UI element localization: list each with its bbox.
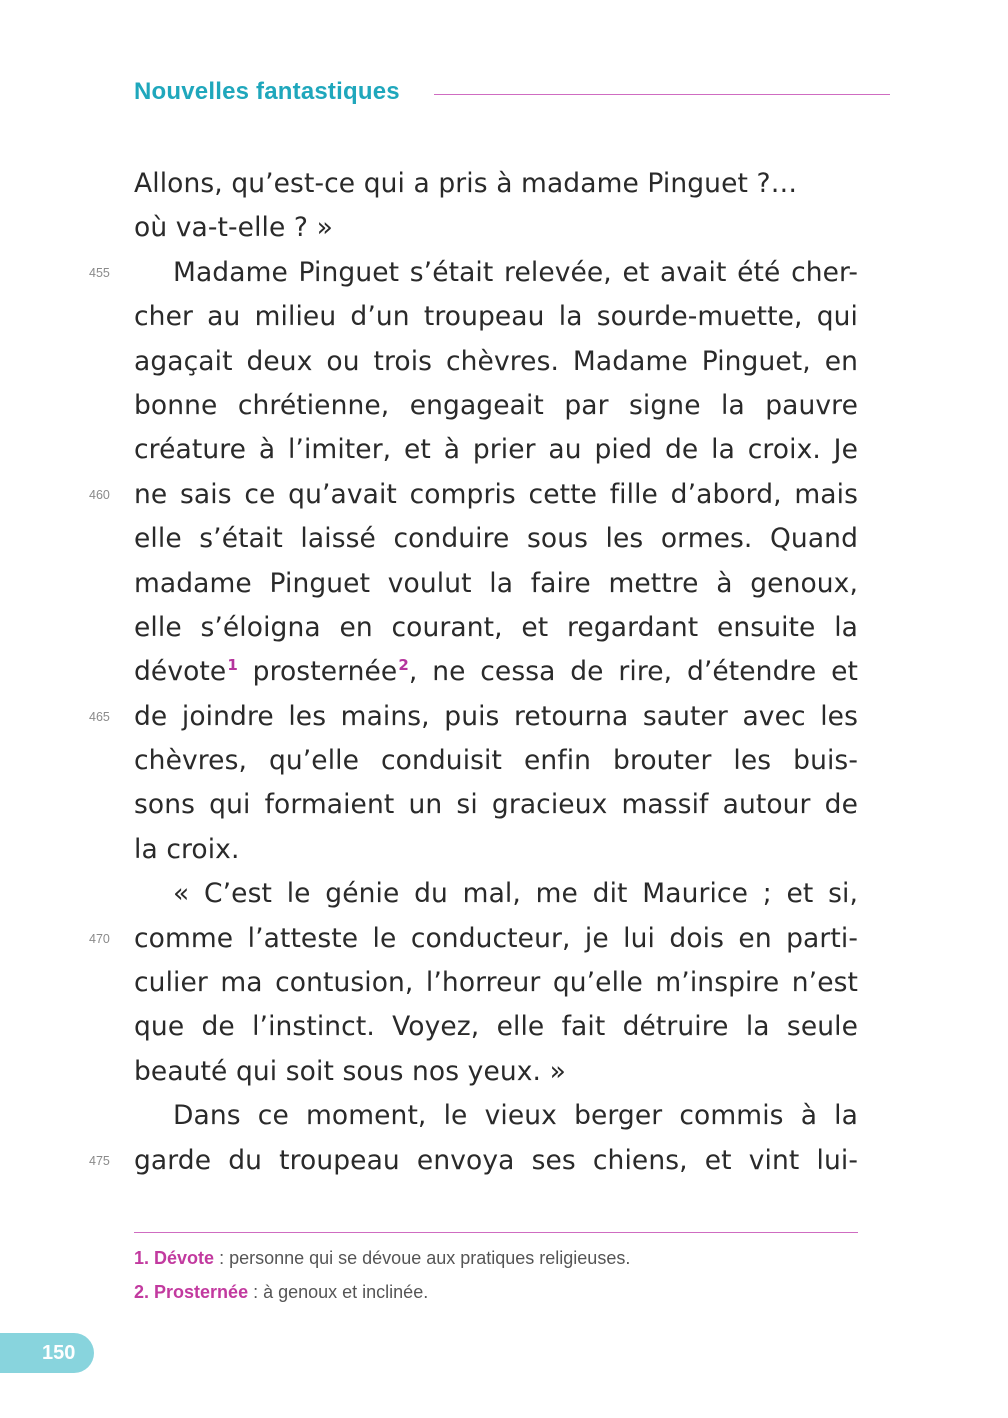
text-run: créature à l’imiter, et à prier au pied de la croix. Je (134, 434, 858, 466)
text-run: prosternée (237, 656, 398, 688)
text-run: , ne cessa de rire, d’étendre et (408, 656, 858, 688)
footnote-term: Dévote (154, 1248, 215, 1268)
text-line (134, 473, 858, 517)
text-line (134, 828, 858, 872)
text-line (134, 783, 858, 827)
text-line (134, 650, 858, 694)
text-run: culier ma contusion, l’horreur qu’elle m’inspire n’est (134, 967, 858, 999)
footnote-definition: : à genoux et inclinée. (248, 1282, 429, 1302)
text-line (134, 872, 858, 916)
text-line (134, 606, 858, 650)
text-run: où va-t-elle ? » (134, 212, 333, 244)
text-line (134, 1050, 858, 1094)
text-run: garde du troupeau envoya ses chiens, et vint lui- (134, 1144, 858, 1176)
body-text (134, 162, 858, 1183)
text-run: comme l’atteste le conducteur, je lui dois en parti- (134, 922, 858, 954)
text-line (134, 295, 858, 339)
text-run: beauté qui soit sous nos yeux. » (134, 1055, 566, 1087)
text-run: Dans ce moment, le vieux berger commis à la (173, 1100, 858, 1132)
text-run: bonne chrétienne, engageait par signe la pauvre (134, 389, 858, 421)
text-run: sons qui formaient un si gracieux massif autour de (134, 789, 858, 821)
footnote-number: 2. (134, 1282, 150, 1302)
footnote-reference[interactable]: 1 (227, 655, 238, 674)
text-line (134, 695, 858, 739)
text-line (134, 517, 858, 561)
text-line (134, 162, 858, 206)
text-line (134, 428, 858, 472)
line-number: 475 (89, 1153, 110, 1168)
text-run: agaçait deux ou trois chèvres. Madame Pinguet, en (134, 345, 858, 377)
text-run: « C’est le génie du mal, me dit Maurice ; et si, (173, 878, 858, 910)
text-run: Madame Pinguet s’était relevée, et avait été cher- (173, 256, 858, 288)
header-rule (434, 94, 890, 95)
text-line (134, 206, 858, 250)
text-line (134, 251, 858, 295)
footnote-rule (134, 1232, 858, 1233)
footnote-1 (134, 1248, 630, 1269)
footnote-2 (134, 1282, 428, 1303)
text-line (134, 562, 858, 606)
footnote-reference[interactable]: 2 (398, 655, 409, 674)
text-line (134, 739, 858, 783)
text-run: Allons, qu’est-ce qui a pris à madame Pinguet ?… (134, 168, 798, 199)
footnote-number: 1. (134, 1248, 150, 1268)
text-line (134, 1094, 858, 1138)
text-run: ne sais ce qu’avait compris cette fille d’abord, mais (134, 478, 858, 510)
page-number: 150 (42, 1342, 76, 1364)
text-run: elle s’était laissé conduire sous les ormes. Quand (134, 523, 858, 555)
text-line (134, 340, 858, 384)
text-line (134, 1005, 858, 1049)
text-run: que de l’instinct. Voyez, elle fait détruire la seule (134, 1011, 858, 1043)
text-line (134, 917, 858, 961)
text-run: la croix. (134, 833, 240, 865)
text-run: elle s’éloigna en courant, et regardant ensuite la (134, 611, 858, 643)
text-run: de joindre les mains, puis retourna sauter avec les (134, 700, 858, 732)
text-run: chèvres, qu’elle conduisit enfin brouter les buis- (134, 745, 858, 777)
line-number: 470 (89, 931, 110, 946)
running-header-title: Nouvelles fantastiques (134, 78, 400, 105)
line-number: 460 (89, 487, 110, 502)
text-run: madame Pinguet voulut la faire mettre à genoux, (134, 567, 858, 599)
text-line (134, 961, 858, 1005)
text-run: dévote (134, 656, 227, 688)
line-number: 465 (89, 709, 110, 724)
text-run: cher au milieu d’un troupeau la sourde-muette, qui (134, 301, 858, 333)
text-line (134, 1139, 858, 1183)
line-number: 455 (89, 265, 110, 280)
text-line (134, 384, 858, 428)
footnote-term: Prosternée (154, 1282, 249, 1302)
footnote-definition: : personne qui se dévoue aux pratiques religieuses. (214, 1248, 631, 1268)
